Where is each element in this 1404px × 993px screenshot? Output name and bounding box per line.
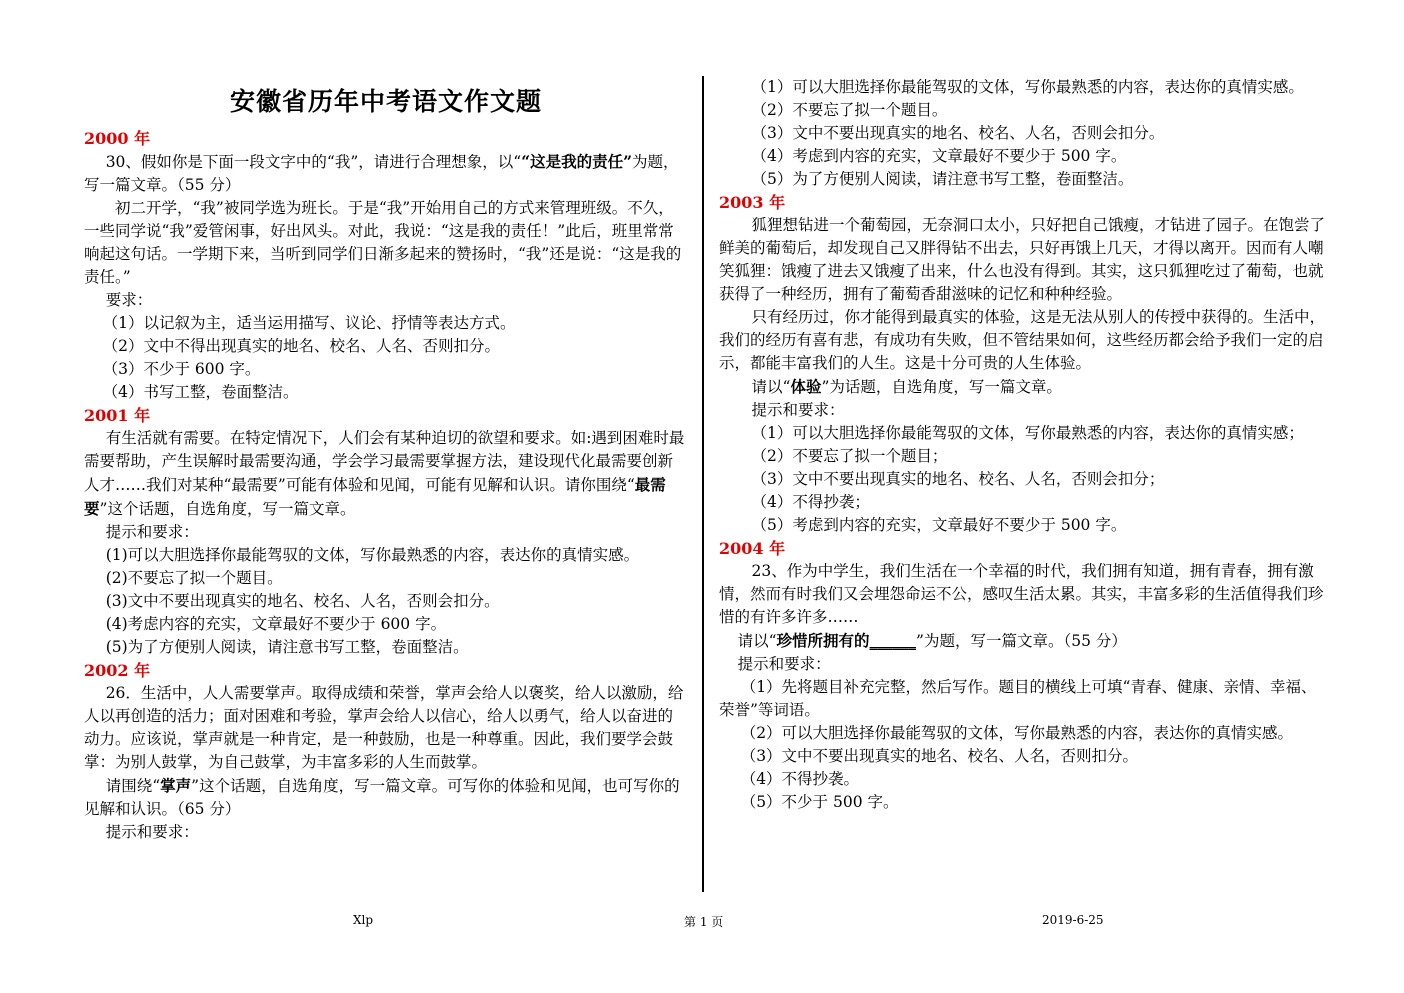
page-title: 安徽省历年中考语文作文题 [229, 87, 542, 116]
title-blank: ______ [869, 631, 917, 650]
year-heading-2003: 2003 年 [719, 193, 786, 212]
year-heading-2000: 2000 年 [84, 129, 151, 148]
req-title-2000: 要求： [105, 291, 153, 309]
req-2004-3: （3）文中不要出现真实的地名、校名、人名，否则扣分。 [740, 747, 1139, 765]
req-2004-1: （1）先将题目补充完整，然后写作。题目的横线上可填“青春、健康、亲情、幸福、荣誉”等词语。 [719, 678, 1317, 719]
left-column [84, 127, 688, 844]
req-2003-3: （3）文中不要出现真实的地名、校名、人名，否则会扣分； [751, 470, 1165, 488]
req-2001-2: (2)不要忘了拟一个题目。 [105, 569, 283, 587]
right-column [719, 76, 1327, 814]
footer-page-number: 第 1 页 [684, 915, 724, 929]
req-2000-2: （2）文中不得出现真实的地名、校名、人名、否则扣分。 [102, 337, 500, 355]
req-2000-4: （4）书写工整，卷面整洁。 [102, 383, 299, 401]
req-2001-1: (1)可以大胆选择你最能驾驭的文体，写你最熟悉的内容，表达你的真情实感。 [105, 546, 640, 564]
req-2002-5: （5）为了方便别人阅读，请注意书写工整，卷面整洁。 [751, 170, 1134, 188]
req-2003-5: （5）考虑到内容的充实，文章最好不要少于 500 字。 [751, 516, 1127, 534]
year-heading-2001: 2001 年 [84, 406, 151, 425]
req-2001-5: (5)为了方便别人阅读，请注意书写工整，卷面整洁。 [105, 638, 469, 656]
footer-author: Xlp [353, 913, 374, 927]
req-2004-5: （5）不少于 500 字。 [740, 793, 899, 811]
year-heading-2002: 2002 年 [84, 661, 151, 680]
req-title-2002: 提示和要求： [105, 823, 199, 841]
column-divider [702, 76, 704, 892]
req-2002-2: （2）不要忘了拟一个题目。 [751, 101, 948, 119]
req-2001-4: (4)考虑内容的充实，文章最好不要少于 600 字。 [105, 615, 447, 633]
prompt-2001: 有生活就有需要。在特定情况下，人们会有某种迫切的欲望和要求。如:遇到困难时最需要帮助，产生误解时最需要沟通，学会学习最需要掌握方法，建设现代化最需要创新人才……我们对某种“最需要”可能有体验和见闻，可能有见解和认识。请你围绕“最需要”这个话题，自选角度，写一篇文章。 [84, 429, 685, 518]
prompt-2000: 30、假如你是下面一段文字中的“我”，请进行合理想象，以““这是我的责任”为题，写一篇文章。（55 分） [84, 152, 679, 194]
req-2004-4: （4）不得抄袭。 [740, 770, 860, 788]
prompt-2002: 请围绕“掌声”这个话题，自选角度，写一篇文章。可写你的体验和见闻，也可写你的见解和认识。（65 分） [84, 776, 680, 818]
req-title-2004: 提示和要求： [737, 655, 831, 673]
req-2002-3: （3）文中不要出现真实的地名、校名、人名，否则会扣分。 [751, 124, 1165, 142]
req-2002-4: （4）考虑到内容的充实，文章最好不要少于 500 字。 [751, 147, 1127, 165]
para1-2003: 狐狸想钻进一个葡萄园，无奈洞口太小，只好把自己饿瘦，才钻进了园子。在饱尝了鲜美的葡萄后，却发现自己又胖得钻不出去，只好再饿上几天，才得以离开。因而有人嘲笑狐狸：饿瘦了进去又饿瘦了出来，什么也没有得到。其实，这只狐狸吃过了葡萄，也就获得了一种经历，拥有了葡萄香甜滋味的记忆和种种经验。 [719, 216, 1326, 303]
req-2002-1: （1）可以大胆选择你最能驾驭的文体，写你最熟悉的内容，表达你的真情实感。 [751, 78, 1304, 96]
req-2000-3: （3）不少于 600 字。 [102, 360, 261, 378]
req-2000-1: （1）以记叙为主，适当运用描写、议论、抒情等表达方式。 [102, 314, 516, 332]
prompt-2003: 请以“体验”为话题，自选角度，写一篇文章。 [751, 377, 1062, 396]
footer-date: 2019-6-25 [1042, 913, 1104, 927]
req-2004-2: （2）可以大胆选择你最能驾驭的文体，写你最熟悉的内容，表达你的真情实感。 [740, 724, 1294, 742]
req-2003-1: （1）可以大胆选择你最能驾驭的文体，写你最熟悉的内容，表达你的真情实感； [751, 424, 1304, 442]
prompt-2004: 请以“珍惜所拥有的______”为题，写一篇文章。（55 分） [737, 631, 1127, 650]
passage-2002: 26．生活中，人人需要掌声。取得成绩和荣誉，掌声会给人以褒奖，给人以激励，给人以再创造的活力；面对困难和考验，掌声会给人以信心，给人以勇气，给人以奋进的动力。应该说，掌声就是一种肯定，是一种鼓励，也是一种尊重。因此，我们要学会鼓掌：为别人鼓掌，为自己鼓掌，为丰富多彩的人生而鼓掌。 [84, 684, 684, 771]
story-2000: 初二开学，“我”被同学选为班长。于是“我”开始用自己的方式来管理班级。不久，一些同学说“我”爱管闲事，好出风头。对此，我说：“这是我的责任！”此后，班里常常响起这句话。一学期下来，当听到同学们日渐多起来的赞扬时，“我”还是说：“这是我的责任。” [84, 199, 682, 286]
year-heading-2004: 2004 年 [719, 539, 786, 558]
req-title-2001: 提示和要求： [105, 523, 199, 541]
req-2003-2: （2）不要忘了拟一个题目； [751, 447, 948, 465]
req-2003-4: （4）不得抄袭； [751, 493, 870, 511]
para2-2003: 只有经历过，你才能得到最真实的体验，这是无法从别人的传授中获得的。生活中，我们的经历有喜有悲，有成功有失败，但不管结果如何，这些经历都会给予我们一定的启示，都能丰富我们的人生。这是十分可贵的人生体验。 [719, 308, 1326, 372]
req-title-2003: 提示和要求： [751, 401, 845, 419]
req-2001-3: (3)文中不要出现真实的地名、校名、人名，否则会扣分。 [105, 592, 500, 610]
passage-2004: 23、作为中学生，我们生活在一个幸福的时代，我们拥有知道，拥有青春，拥有激情，然而有时我们又会埋怨命运不公，感叹生活太累。其实，丰富多彩的生活值得我们珍惜的有许多许多…… [719, 562, 1324, 626]
